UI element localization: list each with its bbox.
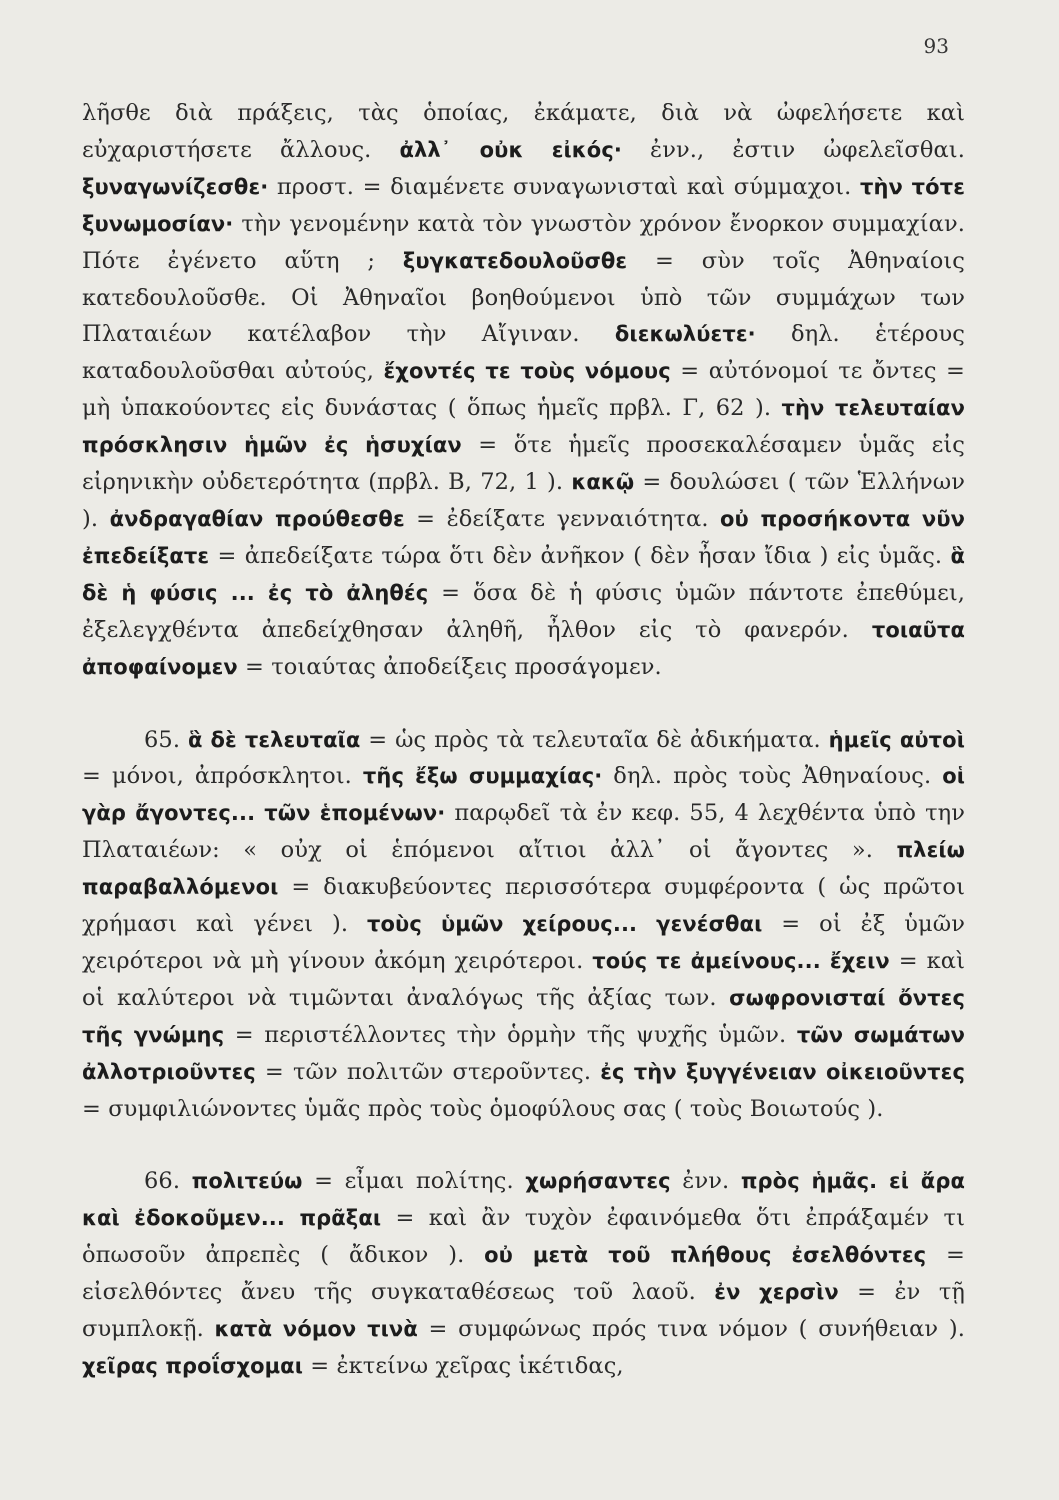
lemma: χεῖρας προΐσχομαι: [82, 1354, 303, 1378]
gloss-text: = οἱ ἐξ ὑμῶν χειρότεροι νὰ μὴ γίνουν ἀκόμη χειρότεροι.: [82, 911, 965, 974]
lemma: τὴν τότε ξυνωμοσίαν·: [82, 174, 965, 236]
lemma: πολιτεύω: [191, 1169, 303, 1194]
gloss-text: 66.: [144, 1168, 192, 1195]
gloss-text: = καὶ οἱ καλύτεροι νὰ τιμῶνται ἀναλόγως τῆς ἀξίας των.: [82, 947, 965, 1011]
paragraph: [82, 1163, 965, 1384]
gloss-text: = μόνοι, ἀπρόσκλητοι.: [82, 763, 363, 790]
paragraph: [82, 95, 965, 686]
page-number: 93: [923, 34, 949, 58]
lemma: ἀλλ᾽ οὐκ εἰκός·: [399, 137, 622, 162]
paragraph: [82, 722, 965, 1128]
lemma: τῶν σωμάτων ἀλλοτριοῦντες: [82, 1022, 965, 1084]
gloss-text: = ὅσα δὲ ἡ φύσις ὑμῶν πάντοτε ἐπεθύμει, ἐξελεγχθέντα ἀπεδείχθησαν ἀληθῆ, ἦλθον εἰς τὸ φανερόν.: [82, 579, 965, 643]
paragraph-gap: [82, 1127, 965, 1163]
gloss-text: δηλ. ἑτέρους καταδουλοῦσθαι αὐτούς,: [82, 321, 966, 385]
lemma: κατὰ νόμον τινὰ: [214, 1317, 418, 1342]
lemma: ἐς τὴν ξυγγένειαν οἰκειοῦντες: [600, 1059, 966, 1084]
lemma: ἡμεῖς αὐτοὶ: [828, 727, 965, 752]
gloss-text: = δουλώσει ( τῶν Ἑλλήνων ).: [82, 469, 965, 532]
lemma: ξυναγωνίζεσθε·: [82, 174, 269, 199]
gloss-text: τὴν γενομένην κατὰ τὸν γνωστὸν χρόνον ἔνορκον συμμαχίαν. Πότε ἐγένετο αὕτη ;: [82, 210, 965, 274]
lemma: κακῷ: [571, 470, 635, 495]
lemma: ἀνδραγαθίαν προύθεσθε: [109, 506, 405, 531]
lemma: ξυγκατεδουλοῦσθε: [402, 248, 628, 273]
gloss-text: = συμφιλιώνοντες ὑμᾶς πρὸς τοὺς ὁμοφύλους σας ( τοὺς Βοιωτούς ).: [82, 1095, 884, 1122]
gloss-text: = αὐτόνομοί τε ὄντες = μὴ ὑπακούοντες εἰς δυνάστας ( ὅπως ἡμεῖς πρβλ. Γ, 62 ).: [82, 358, 965, 422]
lemma: σωφρονισταί ὄντες τῆς γνώμης: [82, 985, 965, 1047]
gloss-text: δηλ. πρὸς τοὺς Ἀθηναίους.: [602, 763, 943, 790]
gloss-text: = εἶμαι πολίτης.: [302, 1168, 526, 1195]
gloss-text: = τῶν πολιτῶν στεροῦντες.: [255, 1058, 601, 1085]
lemma: οὐ μετὰ τοῦ πλήθους ἐσελθόντες: [484, 1243, 927, 1268]
commentary-body: [82, 95, 965, 1385]
gloss-text: ἐνν.: [670, 1168, 741, 1195]
lemma: χωρήσαντες: [525, 1169, 671, 1194]
gloss-text: = καὶ ἂν τυχὸν ἐφαινόμεθα ὅτι ἐπράξαμέν τι ὁπωσοῦν ἀπρεπὲς ( ἄδικον ).: [82, 1205, 965, 1269]
gloss-text: = ἐκτείνω χεῖρας ἱκέτιδας,: [302, 1353, 624, 1379]
lemma: πρὸς ἡμᾶς. εἰ ἄρα καὶ ἐδοκοῦμεν... πρᾶξαι: [82, 1169, 965, 1231]
lemma: τὴν τελευταίαν πρόσκλησιν ἡμῶν ἐς ἡσυχίαν: [82, 396, 965, 458]
gloss-text: παρῳδεῖ τὰ ἐν κεφ. 55, 4 λεχθέντα ὑπὸ την Πλαταιέων: « οὐχ οἱ ἑπόμενοι αἴτιοι ἀλλ᾽ οἱ ἄγοντες ».: [82, 800, 965, 864]
lemma: τῆς ἔξω συμμαχίας·: [362, 764, 603, 789]
gloss-text: = ἐδείξατε γενναιότητα.: [404, 505, 721, 532]
gloss-text: = ἐν τῇ συμπλοκῇ.: [82, 1279, 965, 1343]
lemma: διεκωλύετε·: [614, 322, 756, 347]
paragraph-gap: [82, 686, 965, 722]
gloss-text: = εἰσελθόντες ἄνευ τῆς συγκαταθέσεως τοῦ λαοῦ.: [82, 1242, 965, 1306]
lemma: οὐ προσήκοντα νῦν ἐπεδείξατε: [82, 506, 966, 568]
gloss-text: 65.: [144, 726, 188, 753]
lemma: ἃ δὲ τελευταῖα: [187, 727, 361, 752]
gloss-text: = περιστέλλοντες τὴν ὁρμὴν τῆς ψυχῆς ὑμῶν.: [224, 1021, 797, 1048]
lemma: τοιαῦτα ἀποφαίνομεν: [82, 617, 965, 679]
gloss-text: = ἀπεδείξατε τώρα ὅτι δὲν ἀνῆκον ( δὲν ἦσαν ἴδια ) εἰς ὑμᾶς.: [209, 542, 951, 569]
gloss-text: = σὺν τοῖς Ἀθηναίοις κατεδουλοῦσθε. Οἱ Ἀθηναῖοι βοηθούμενοι ὑπὸ τῶν συμμάχων των Πλαταιέων κατέλαβον τὴν Αἴγιναν.: [82, 247, 965, 348]
lemma: τούς τε ἀμείνους... ἔχειν: [592, 948, 890, 973]
lemma: ἔχοντές τε τοὺς νόμους: [383, 359, 671, 384]
gloss-text: προστ. = διαμένετε συναγωνισταὶ καὶ σύμμαχοι.: [268, 173, 860, 200]
gloss-text: λῆσθε διὰ πράξεις, τὰς ὁποίας, ἐκάματε, διὰ νὰ ὠφελήσετε καὶ εὐχαριστήσετε ἄλλους.: [82, 100, 965, 163]
lemma: ἐν χερσὶν: [714, 1280, 839, 1305]
gloss-text: = τοιαύτας ἀποδείξεις προσάγομεν.: [237, 653, 662, 680]
lemma: πλείω παραβαλλόμενοι: [82, 838, 965, 900]
gloss-text: = διακυβεύοντες περισσότερα συμφέροντα ( ὡς πρῶτοι χρήμασι καὶ γένει ).: [82, 874, 965, 938]
lemma: ἃ δὲ ἡ φύσις ... ἐς τὸ ἀληθές: [82, 543, 965, 605]
gloss-text: ἐνν., ἐστιν ὠφελεῖσθαι.: [621, 136, 965, 163]
lemma: οἱ γὰρ ἄγοντες... τῶν ἑπομένων·: [82, 764, 965, 826]
gloss-text: = ὅτε ἡμεῖς προσεκαλέσαμεν ὑμᾶς εἰς εἰρηνικὴν οὐδετερότητα (πρβλ. Β, 72, 1 ).: [82, 432, 965, 496]
lemma: τοὺς ὑμῶν χείρους... γενέσθαι: [367, 912, 763, 937]
gloss-text: = ὡς πρὸς τὰ τελευταῖα δὲ ἀδικήματα.: [360, 726, 829, 753]
gloss-text: = συμφώνως πρός τινα νόμον ( συνήθειαν ).: [417, 1316, 965, 1343]
